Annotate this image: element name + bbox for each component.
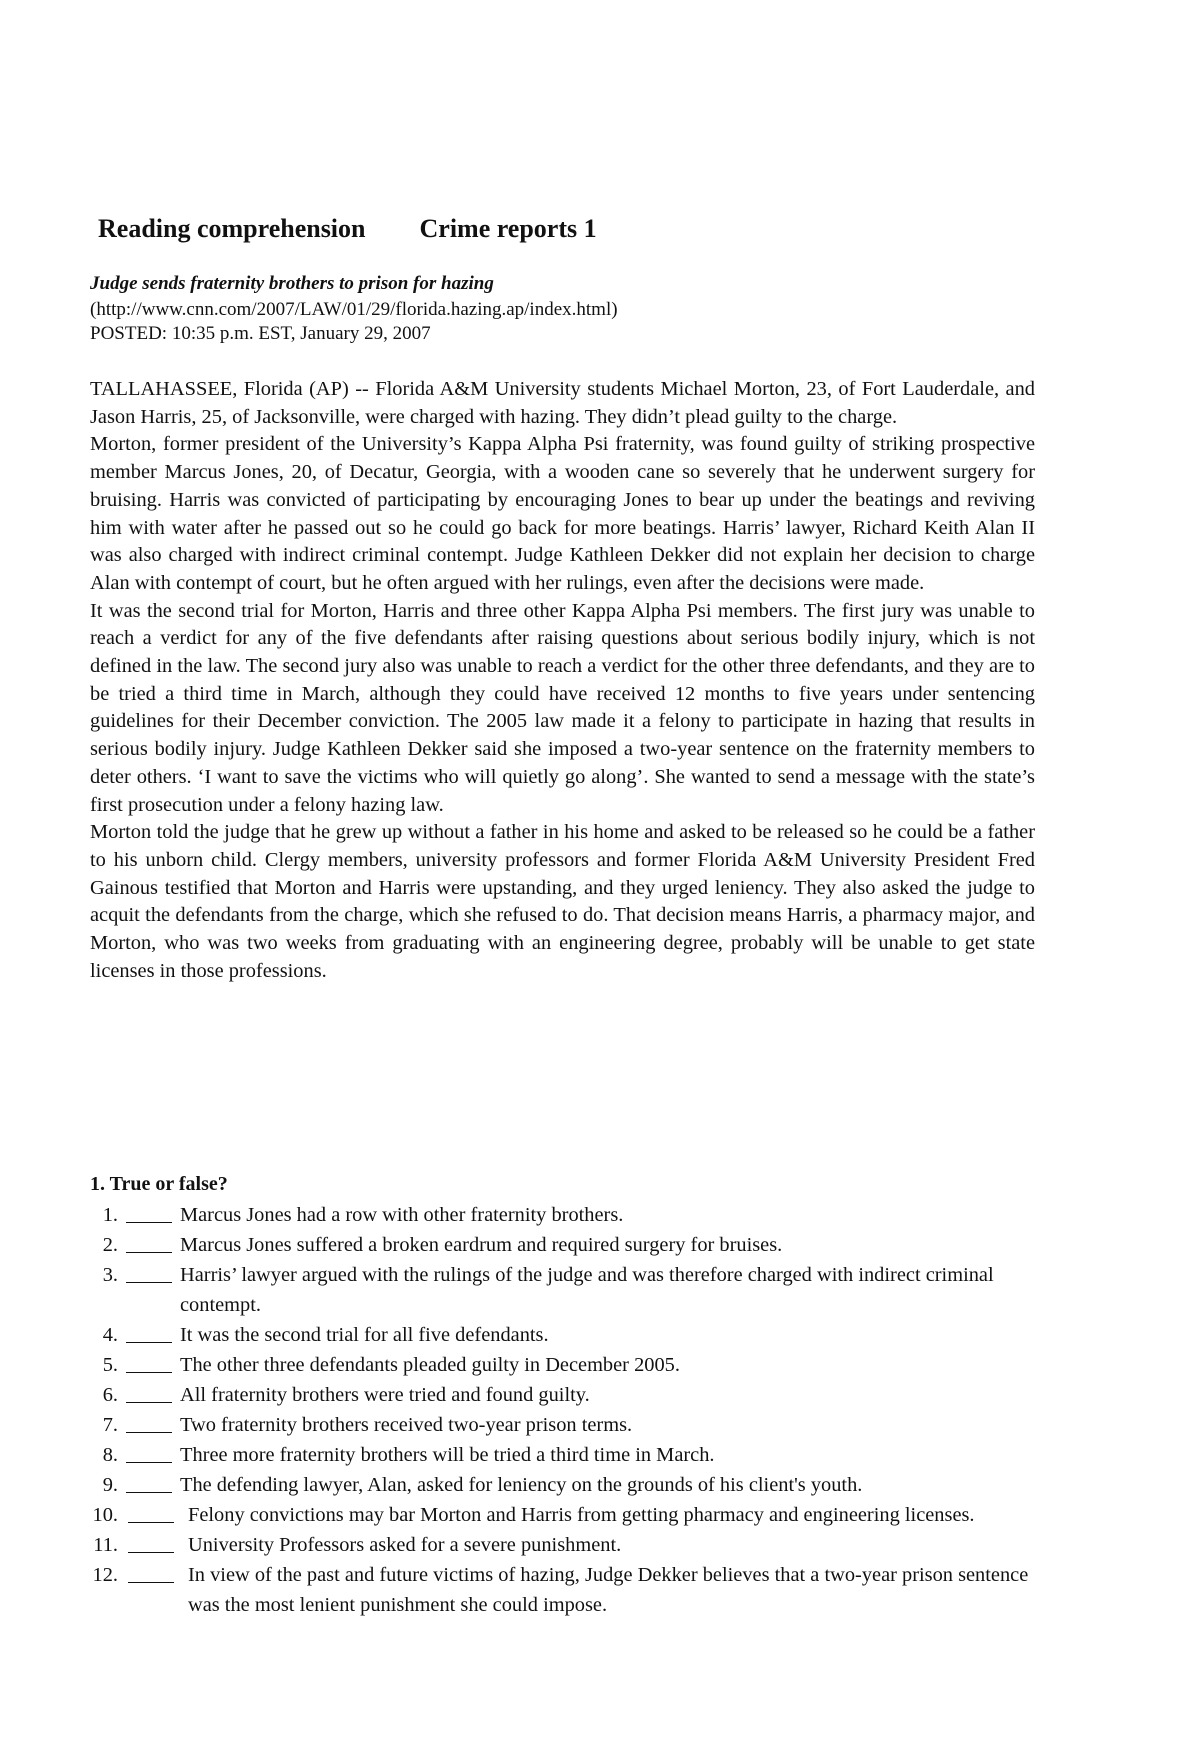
quiz-item [90, 1350, 1050, 1380]
quiz-item-statement: The other three defendants pleaded guilty in December 2005. [180, 1354, 680, 1376]
quiz-item [90, 1200, 1050, 1230]
quiz-item [90, 1260, 1050, 1320]
quiz-item-number: 10. [92, 1504, 118, 1526]
article-paragraph: It was the second trial for Morton, Harris and three other Kappa Alpha Psi members. The first jury was unable to reach a verdict for any of the five defendants after raising questions about serious bodily injury, which is not defined in the law. The second jury also was unable to reach a verdict for the other three defendants, and they are to be tried a third time in March, although they could have received 12 months to five years under sentencing guidelines for their December conviction. The 2005 law made it a felony to participate in hazing that results in serious bodily injury. Judge Kathleen Dekker said she imposed a two-year sentence on the fraternity members to deter others. ‘I want to save the victims who will quietly go along’. She wanted to send a message with the state’s first prosecution under a felony hazing law. [90, 599, 1035, 816]
quiz-item-number: 4. [102, 1324, 118, 1346]
article-paragraph: TALLAHASSEE, Florida (AP) -- Florida A&M University students Michael Morton, 23, of Fort Lauderdale, and Jason Harris, 25, of Jacksonville, were charged with hazing. They didn’t plead guilty to the charge. [90, 378, 1035, 428]
answer-blank[interactable] [126, 1350, 172, 1373]
answer-blank[interactable] [126, 1440, 172, 1463]
answer-blank[interactable] [126, 1230, 172, 1253]
quiz-item-statement: It was the second trial for all five defendants. [180, 1324, 549, 1346]
answer-blank[interactable] [126, 1380, 172, 1403]
quiz-item-number: 5. [102, 1354, 118, 1376]
quiz-item [90, 1440, 1050, 1470]
quiz-item-number: 3. [102, 1264, 118, 1286]
quiz-item-statement: Marcus Jones suffered a broken eardrum and required surgery for bruises. [180, 1234, 783, 1256]
quiz-item-statement: All fraternity brothers were tried and found guilty. [180, 1384, 590, 1406]
quiz-item-number: 11. [93, 1534, 118, 1556]
answer-blank[interactable] [126, 1260, 172, 1283]
quiz-item [90, 1380, 1050, 1410]
article-source-url: (http://www.cnn.com/2007/LAW/01/29/florida.hazing.ap/index.html) [90, 299, 618, 320]
quiz-item-statement: The defending lawyer, Alan, asked for leniency on the grounds of his client's youth. [180, 1474, 863, 1496]
quiz-item-statement: Harris’ lawyer argued with the rulings of the judge and was therefore charged with indirect criminal contempt. [180, 1264, 994, 1316]
quiz-item-statement: Two fraternity brothers received two-year prison terms. [180, 1414, 633, 1436]
answer-blank[interactable] [128, 1500, 174, 1523]
quiz-item-number: 1. [102, 1204, 118, 1226]
answer-blank[interactable] [126, 1410, 172, 1433]
quiz-item-number: 8. [102, 1444, 118, 1466]
quiz-item-number: 9. [102, 1474, 118, 1496]
quiz-item [90, 1530, 1050, 1560]
article-body [90, 376, 1035, 985]
quiz-item-statement: Felony convictions may bar Morton and Harris from getting pharmacy and engineering licenses. [188, 1504, 975, 1526]
article-paragraph: Morton told the judge that he grew up without a father in his home and asked to be released so he could be a father to his unborn child. Clergy members, university professors and former Florida A&M University President Fred Gainous testified that Morton and Harris were upstanding, and they urged leniency. They also asked the judge to acquit the defendants from the charge, which she refused to do. That decision means Harris, a pharmacy major, and Morton, who was two weeks from graduating with an engineering degree, probably will be unable to get state licenses in those professions. [90, 821, 1035, 982]
quiz-item-statement: University Professors asked for a severe punishment. [188, 1534, 622, 1556]
quiz-item-statement: Marcus Jones had a row with other fraternity brothers. [180, 1204, 624, 1226]
page-heading [98, 214, 597, 244]
answer-blank[interactable] [128, 1530, 174, 1553]
quiz-item [90, 1500, 1050, 1530]
quiz-item [90, 1410, 1050, 1440]
quiz-item [90, 1230, 1050, 1260]
quiz-item-statement: Three more fraternity brothers will be tried a third time in March. [180, 1444, 715, 1466]
article-headline: Judge sends fraternity brothers to prison for hazing [90, 273, 494, 294]
quiz-title: 1. True or false? [90, 1173, 228, 1195]
quiz-item-number: 7. [102, 1414, 118, 1436]
quiz-item-statement: In view of the past and future victims of hazing, Judge Dekker believes that a two-year prison sentence was the most lenient punishment she could impose. [188, 1564, 1029, 1616]
answer-blank[interactable] [126, 1470, 172, 1493]
article-posted-date: POSTED: 10:35 p.m. EST, January 29, 2007 [90, 323, 431, 344]
quiz-item [90, 1560, 1050, 1620]
answer-blank[interactable] [126, 1320, 172, 1343]
quiz-item [90, 1470, 1050, 1500]
quiz-item-number: 12. [92, 1564, 118, 1586]
answer-blank[interactable] [126, 1200, 172, 1223]
answer-blank[interactable] [128, 1560, 174, 1583]
quiz-list [90, 1200, 1050, 1620]
quiz-item-number: 6. [102, 1384, 118, 1406]
article-paragraph: Morton, former president of the University’s Kappa Alpha Psi fraternity, was found guilty of striking prospective member Marcus Jones, 20, of Decatur, Georgia, with a wooden cane so severely that he underwent surgery for bruising. Harris was convicted of participating by encouraging Jones to bear up under the beatings and reviving him with water after he passed out so he could go back for more beatings. Harris’ lawyer, Richard Keith Alan II was also charged with indirect criminal contempt. Judge Kathleen Dekker did not explain her decision to charge Alan with contempt of court, but he often argued with her rulings, even after the decisions were made. [90, 433, 1035, 594]
heading-subtitle: Crime reports 1 [419, 214, 597, 243]
quiz-item [90, 1320, 1050, 1350]
quiz-item-number: 2. [102, 1234, 118, 1256]
heading-title: Reading comprehension [98, 214, 366, 243]
